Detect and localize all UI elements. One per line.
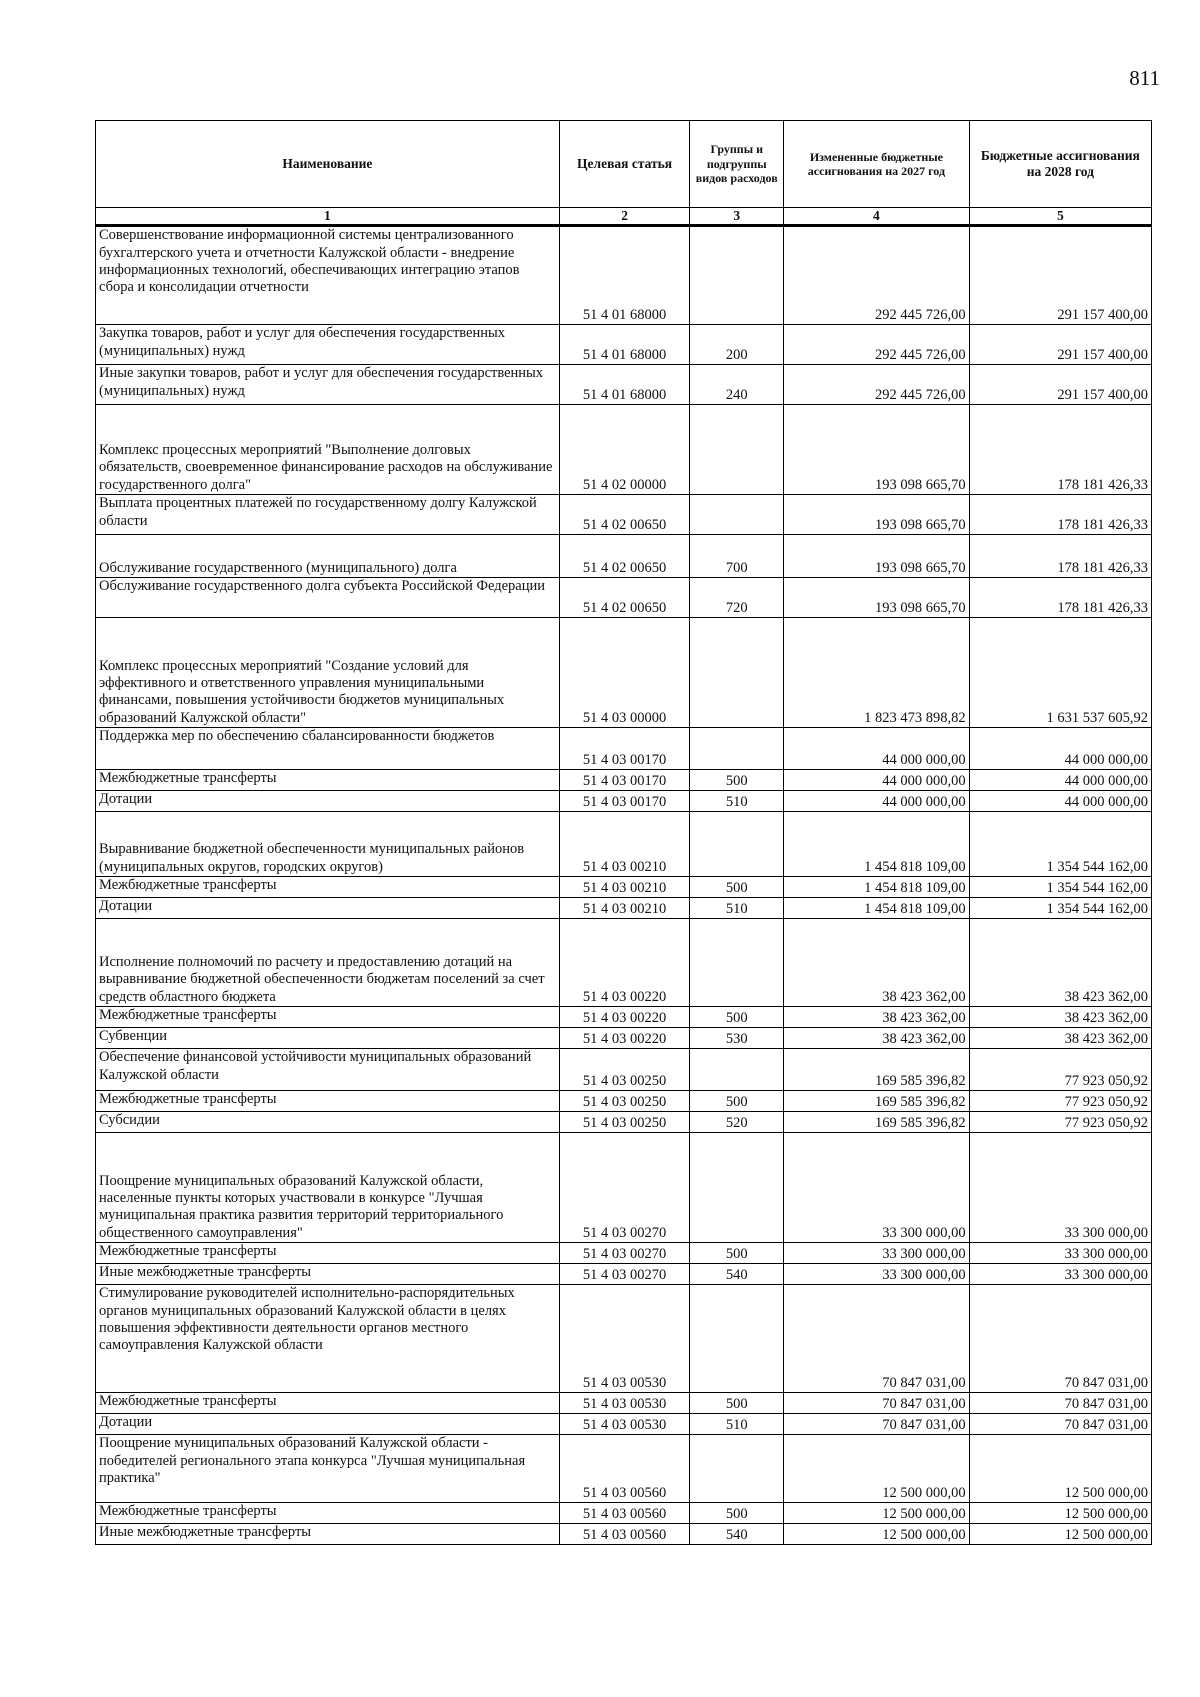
row-group [690,1049,784,1091]
row-group: 200 [690,325,784,365]
row-2028: 77 923 050,92 [969,1091,1151,1112]
row-group: 500 [690,877,784,898]
row-group [690,1133,784,1243]
row-2028: 178 181 426,33 [969,535,1151,578]
row-target: 51 4 02 00650 [559,535,690,578]
row-2028: 291 157 400,00 [969,365,1151,405]
row-group: 510 [690,791,784,812]
row-name: Иные закупки товаров, работ и услуг для обеспечения государственных (муниципальных) нужд [96,365,560,405]
row-name: Межбюджетные трансферты [96,1243,560,1264]
row-2028: 38 423 362,00 [969,1028,1151,1049]
row-name: Дотации [96,791,560,812]
row-2028: 178 181 426,33 [969,495,1151,535]
table-row [96,1285,1152,1393]
row-group: 540 [690,1264,784,1285]
table-row [96,618,1152,728]
table-row [96,365,1152,405]
row-group [690,495,784,535]
header-groups: Группы и подгруппы видов расходов [690,121,784,208]
row-name: Межбюджетные трансферты [96,1091,560,1112]
row-2028: 38 423 362,00 [969,919,1151,1007]
table-row [96,1435,1152,1503]
row-2028: 38 423 362,00 [969,1007,1151,1028]
row-target: 51 4 03 00220 [559,1007,690,1028]
row-name: Дотации [96,898,560,919]
row-2027: 70 847 031,00 [784,1414,970,1435]
row-2027: 169 585 396,82 [784,1112,970,1133]
row-name: Межбюджетные трансферты [96,877,560,898]
row-2027: 292 445 726,00 [784,226,970,325]
row-2027: 70 847 031,00 [784,1285,970,1393]
row-name: Иные межбюджетные трансферты [96,1264,560,1285]
table-row [96,877,1152,898]
table-row [96,1133,1152,1243]
column-number: 2 [559,208,690,226]
table-row [96,728,1152,770]
row-2027: 193 098 665,70 [784,495,970,535]
row-name: Поощрение муниципальных образований Калужской области - победителей регионального этапа конкурса "Лучшая муниципальная практика" [96,1435,560,1503]
row-2028: 1 354 544 162,00 [969,877,1151,898]
row-2028: 44 000 000,00 [969,770,1151,791]
row-name: Межбюджетные трансферты [96,1393,560,1414]
row-name: Обслуживание государственного долга субъекта Российской Федерации [96,578,560,618]
row-group [690,919,784,1007]
row-2028: 291 157 400,00 [969,226,1151,325]
header-row [96,121,1152,208]
row-2027: 70 847 031,00 [784,1393,970,1414]
row-target: 51 4 03 00530 [559,1414,690,1435]
table-row [96,1091,1152,1112]
row-name: Совершенствование информационной системы централизованного бухгалтерского учета и отчетности Калужской области - внедрение информационных технологий, обеспечивающих интеграцию этапов сбора и консолидации отчетности [96,226,560,325]
row-2027: 169 585 396,82 [784,1091,970,1112]
table-row [96,791,1152,812]
table-row [96,1049,1152,1091]
row-name: Дотации [96,1414,560,1435]
row-2028: 12 500 000,00 [969,1524,1151,1545]
row-target: 51 4 03 00210 [559,877,690,898]
row-target: 51 4 03 00210 [559,898,690,919]
row-target: 51 4 03 00560 [559,1524,690,1545]
row-group: 500 [690,1091,784,1112]
row-2027: 1 454 818 109,00 [784,877,970,898]
row-target: 51 4 03 00220 [559,919,690,1007]
row-name: Выравнивание бюджетной обеспеченности муниципальных районов (муниципальных округов, городских округов) [96,812,560,877]
row-2027: 193 098 665,70 [784,578,970,618]
column-number: 4 [784,208,970,226]
row-group [690,1435,784,1503]
row-target: 51 4 03 00170 [559,770,690,791]
budget-table [95,120,1152,1545]
row-2027: 193 098 665,70 [784,405,970,495]
row-2027: 38 423 362,00 [784,1007,970,1028]
table-row [96,812,1152,877]
table-row [96,1007,1152,1028]
header-name: Наименование [96,121,560,208]
row-group [690,1285,784,1393]
row-group: 700 [690,535,784,578]
row-group: 500 [690,1503,784,1524]
table-row [96,1028,1152,1049]
row-name: Комплекс процессных мероприятий "Выполнение долговых обязательств, своевременное финансирование расходов на обслуживание государственного долга" [96,405,560,495]
page-number: 811 [1129,66,1160,90]
table-row [96,1503,1152,1524]
row-group: 500 [690,1393,784,1414]
row-target: 51 4 03 00250 [559,1091,690,1112]
row-name: Поддержка мер по обеспечению сбалансированности бюджетов [96,728,560,770]
row-2028: 70 847 031,00 [969,1393,1151,1414]
row-target: 51 4 03 00210 [559,812,690,877]
table-row [96,495,1152,535]
table-row [96,1524,1152,1545]
row-name: Комплекс процессных мероприятий "Создание условий для эффективного и ответственного управления муниципальными финансами, повышения устойчивости бюджетов муниципальных образований Калужской области" [96,618,560,728]
row-2027: 1 454 818 109,00 [784,812,970,877]
row-2027: 38 423 362,00 [784,1028,970,1049]
column-number: 1 [96,208,560,226]
table-row [96,898,1152,919]
header-2027: Измененные бюджетные ассигнования на 2027 год [784,121,970,208]
row-2028: 1 354 544 162,00 [969,812,1151,877]
row-group [690,405,784,495]
row-name: Исполнение полномочий по расчету и предоставлению дотаций на выравнивание бюджетной обеспеченности бюджетам поселений за счет средств областного бюджета [96,919,560,1007]
row-name: Обеспечение финансовой устойчивости муниципальных образований Калужской области [96,1049,560,1091]
row-2028: 12 500 000,00 [969,1503,1151,1524]
row-target: 51 4 03 00000 [559,618,690,728]
row-2027: 292 445 726,00 [784,365,970,405]
row-name: Иные межбюджетные трансферты [96,1524,560,1545]
row-group: 500 [690,770,784,791]
row-target: 51 4 03 00170 [559,791,690,812]
row-2027: 193 098 665,70 [784,535,970,578]
row-2027: 44 000 000,00 [784,728,970,770]
row-2027: 33 300 000,00 [784,1264,970,1285]
row-group: 520 [690,1112,784,1133]
row-name: Закупка товаров, работ и услуг для обеспечения государственных (муниципальных) нужд [96,325,560,365]
row-name: Стимулирование руководителей исполнительно-распорядительных органов муниципальных образований Калужской области в целях повышения эффективности деятельности органов местного самоуправления Калужской области [96,1285,560,1393]
row-group [690,618,784,728]
row-2028: 77 923 050,92 [969,1112,1151,1133]
row-group [690,226,784,325]
table-row [96,770,1152,791]
table-row [96,1414,1152,1435]
row-group: 530 [690,1028,784,1049]
row-name: Межбюджетные трансферты [96,1503,560,1524]
row-target: 51 4 03 00250 [559,1049,690,1091]
row-2027: 12 500 000,00 [784,1435,970,1503]
row-target: 51 4 02 00650 [559,578,690,618]
row-target: 51 4 02 00000 [559,405,690,495]
row-2028: 178 181 426,33 [969,405,1151,495]
row-target: 51 4 03 00250 [559,1112,690,1133]
row-target: 51 4 01 68000 [559,226,690,325]
row-target: 51 4 03 00530 [559,1285,690,1393]
row-2028: 77 923 050,92 [969,1049,1151,1091]
row-2027: 1 823 473 898,82 [784,618,970,728]
row-group: 720 [690,578,784,618]
row-target: 51 4 03 00270 [559,1243,690,1264]
row-target: 51 4 03 00270 [559,1133,690,1243]
row-group: 540 [690,1524,784,1545]
row-2027: 12 500 000,00 [784,1524,970,1545]
row-target: 51 4 03 00220 [559,1028,690,1049]
row-name: Межбюджетные трансферты [96,770,560,791]
row-name: Выплата процентных платежей по государственному долгу Калужской области [96,495,560,535]
row-2028: 70 847 031,00 [969,1414,1151,1435]
row-2027: 44 000 000,00 [784,791,970,812]
table-row [96,1243,1152,1264]
table-row [96,919,1152,1007]
row-2027: 169 585 396,82 [784,1049,970,1091]
row-2028: 291 157 400,00 [969,325,1151,365]
row-2028: 12 500 000,00 [969,1435,1151,1503]
table-row [96,1264,1152,1285]
row-name: Межбюджетные трансферты [96,1007,560,1028]
row-2027: 1 454 818 109,00 [784,898,970,919]
row-2027: 12 500 000,00 [784,1503,970,1524]
table-row [96,1393,1152,1414]
row-2027: 33 300 000,00 [784,1133,970,1243]
row-group: 500 [690,1243,784,1264]
table-row [96,1112,1152,1133]
row-group: 510 [690,898,784,919]
row-name: Обслуживание государственного (муниципального) долга [96,535,560,578]
row-target: 51 4 03 00170 [559,728,690,770]
table-row [96,578,1152,618]
row-target: 51 4 01 68000 [559,365,690,405]
row-2028: 1 354 544 162,00 [969,898,1151,919]
row-2028: 33 300 000,00 [969,1133,1151,1243]
row-2027: 44 000 000,00 [784,770,970,791]
row-name: Субвенции [96,1028,560,1049]
row-2027: 292 445 726,00 [784,325,970,365]
row-name: Поощрение муниципальных образований Калужской области, населенные пункты которых участвовали в конкурсе "Лучшая муниципальная практика развития территорий территориального общественного самоуправления" [96,1133,560,1243]
row-2027: 38 423 362,00 [784,919,970,1007]
row-group: 500 [690,1007,784,1028]
column-number: 5 [969,208,1151,226]
row-2028: 44 000 000,00 [969,791,1151,812]
row-target: 51 4 01 68000 [559,325,690,365]
row-target: 51 4 03 00560 [559,1435,690,1503]
row-group: 510 [690,1414,784,1435]
row-target: 51 4 02 00650 [559,495,690,535]
row-2028: 70 847 031,00 [969,1285,1151,1393]
row-group: 240 [690,365,784,405]
column-numbers-row [96,208,1152,226]
table-row [96,535,1152,578]
row-target: 51 4 03 00560 [559,1503,690,1524]
row-2028: 33 300 000,00 [969,1243,1151,1264]
table-row [96,226,1152,325]
row-group [690,728,784,770]
row-name: Субсидии [96,1112,560,1133]
column-number: 3 [690,208,784,226]
row-2027: 33 300 000,00 [784,1243,970,1264]
row-2028: 178 181 426,33 [969,578,1151,618]
row-group [690,812,784,877]
row-target: 51 4 03 00530 [559,1393,690,1414]
table-row [96,325,1152,365]
row-2028: 1 631 537 605,92 [969,618,1151,728]
row-2028: 33 300 000,00 [969,1264,1151,1285]
row-target: 51 4 03 00270 [559,1264,690,1285]
row-2028: 44 000 000,00 [969,728,1151,770]
table-row [96,405,1152,495]
header-target: Целевая статья [559,121,690,208]
header-2028: Бюджетные ассигнования на 2028 год [969,121,1151,208]
